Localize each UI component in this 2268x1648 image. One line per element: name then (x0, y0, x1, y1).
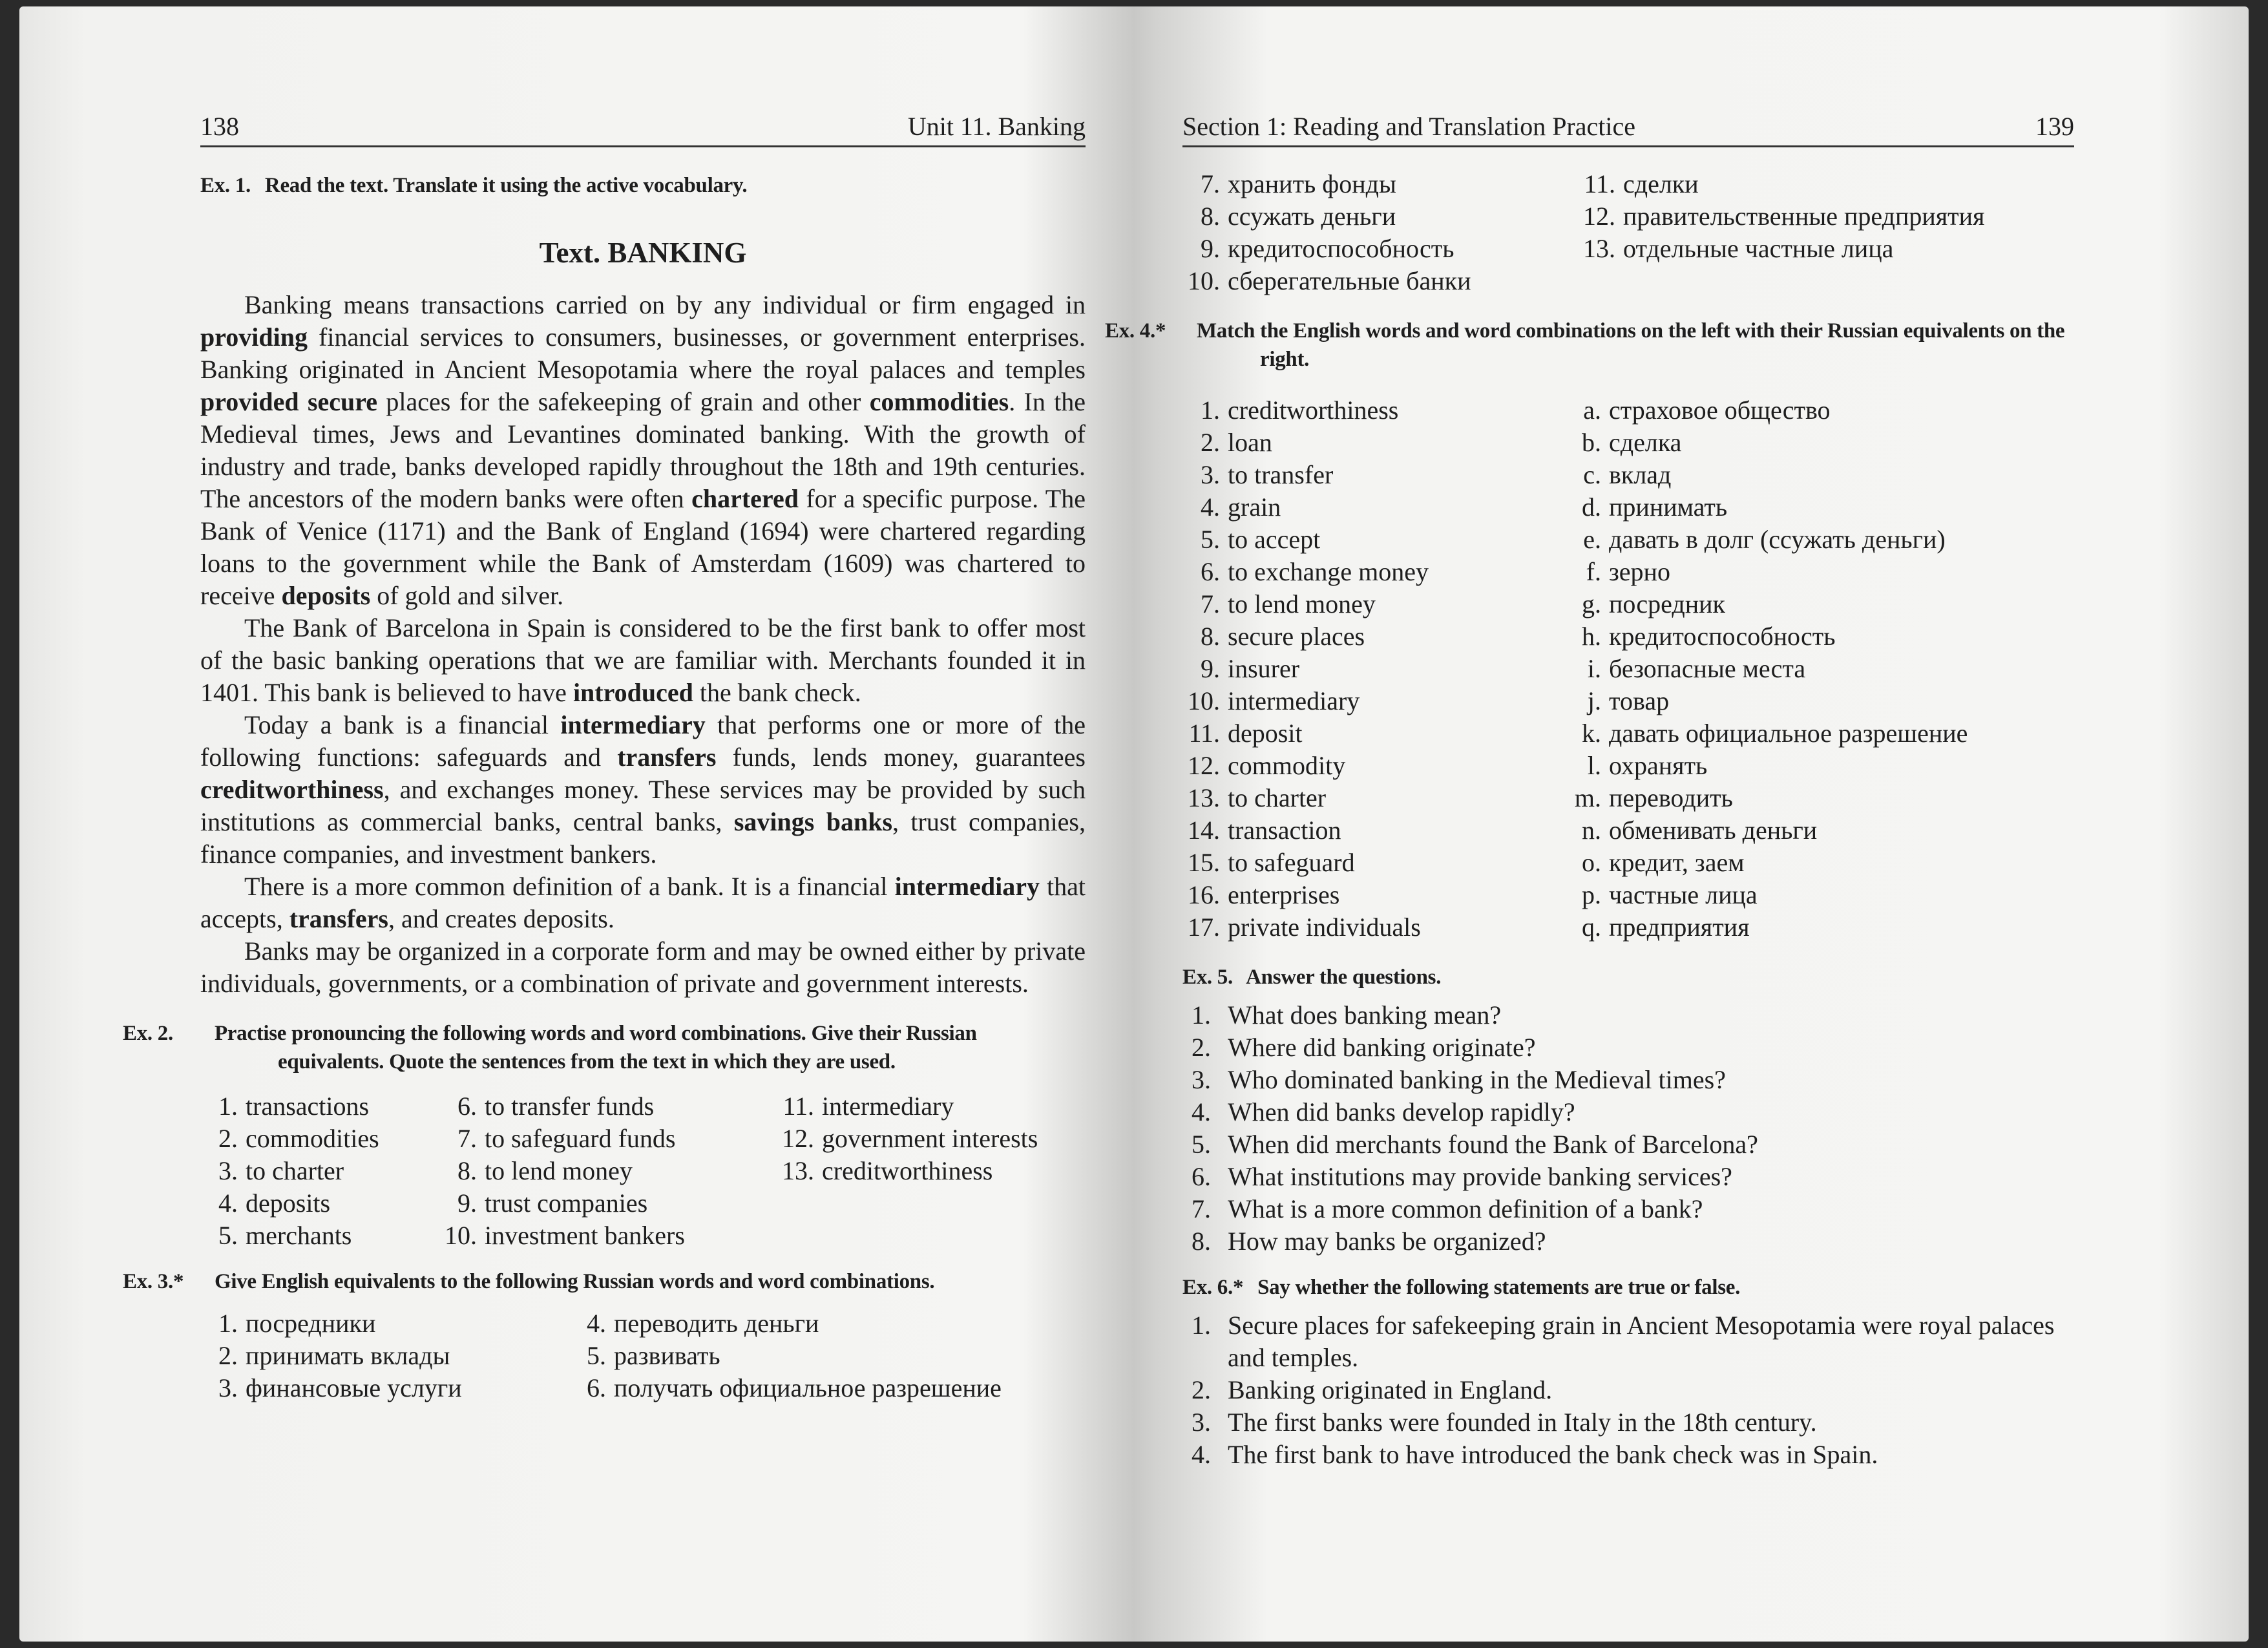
statement-item (1182, 1406, 2074, 1439)
list-item (1564, 685, 1968, 717)
item-text: to lend money (485, 1156, 633, 1185)
item-text: правительственные предприятия (1623, 202, 1985, 231)
word-column (569, 1307, 1002, 1404)
item-text: to transfer funds (485, 1092, 655, 1121)
item-text: How may banks be organized? (1228, 1227, 1546, 1256)
exercise-3-word-list (200, 1307, 1086, 1404)
question-item (1182, 1128, 2074, 1161)
item-text: давать официальное разрешение (1609, 719, 1968, 748)
item-text: commodities (246, 1124, 379, 1153)
item-text: transaction (1228, 816, 1341, 845)
list-item (200, 1307, 569, 1340)
list-item (439, 1123, 762, 1155)
list-item (762, 1090, 1038, 1123)
exercise-3-heading: Ex. 3.* Give English equivalents to the following Russian words and word combinations. (123, 1270, 935, 1293)
list-item (200, 1090, 439, 1123)
vocabulary-term: transfers (289, 904, 388, 933)
list-item (762, 1123, 1038, 1155)
item-text: to lend money (1228, 589, 1376, 618)
item-number: 2. (1192, 1375, 1211, 1404)
list-item (569, 1340, 1002, 1372)
item-number: i. (1587, 654, 1601, 683)
vocabulary-term: creditworthiness (200, 775, 384, 804)
list-item (1564, 233, 1984, 265)
item-text: зерно (1609, 557, 1670, 586)
item-text: сделка (1609, 428, 1682, 457)
list-item (1182, 556, 1564, 588)
item-number: 17. (1188, 913, 1220, 942)
exercise-5-question-list (1182, 999, 2074, 1258)
item-text: обменивать деньги (1609, 816, 1818, 845)
item-text: развивать (614, 1341, 720, 1370)
list-item (200, 1155, 439, 1187)
list-item (1564, 653, 1968, 685)
list-item (1564, 620, 1968, 653)
list-item (1182, 620, 1564, 653)
item-text: кредит, заем (1609, 848, 1745, 877)
item-number: 3. (1201, 460, 1220, 489)
item-text: trust companies (485, 1188, 648, 1218)
item-text: кредитоспособность (1609, 622, 1836, 651)
list-item (1564, 847, 1968, 879)
item-text: финансовые услуги (246, 1373, 462, 1402)
list-item (1182, 168, 1564, 200)
item-text: to charter (246, 1156, 344, 1185)
item-text: secure places (1228, 622, 1365, 651)
question-item (1182, 1193, 2074, 1225)
word-column (762, 1090, 1038, 1252)
vocabulary-term: deposits (281, 581, 371, 610)
list-item (1564, 491, 1968, 523)
item-number: 1. (1201, 396, 1220, 425)
item-number: e. (1583, 525, 1601, 554)
item-number: 8. (457, 1156, 477, 1185)
item-text: получать официальное разрешение (614, 1373, 1002, 1402)
item-number: 3. (218, 1156, 238, 1185)
list-item (1182, 200, 1564, 233)
text-title: Text. BANKING (539, 237, 747, 269)
item-text: сберегательные банки (1228, 266, 1471, 295)
item-number: d. (1582, 492, 1601, 522)
item-number: 12. (1188, 751, 1220, 780)
list-item (200, 1187, 439, 1220)
left-page (123, 6, 1086, 1642)
item-number: 5. (1192, 1130, 1211, 1159)
list-item (439, 1187, 762, 1220)
item-text: кредитоспособность (1228, 234, 1454, 263)
text-paragraph: Banks may be organized in a corporate form and may be owned either by private individuals, governments, or a combination of private and government interests. (200, 936, 1086, 998)
list-item (1182, 427, 1564, 459)
item-number: 10. (445, 1221, 477, 1250)
exercise-instruction: Match the English words and word combinations on the left with their Russian equivalents on the right. (1196, 319, 2065, 371)
list-item (1564, 556, 1968, 588)
list-item (1182, 847, 1564, 879)
item-number: k. (1582, 719, 1601, 748)
left-content (123, 171, 1086, 1404)
item-number: 13. (782, 1156, 814, 1185)
item-number: 8. (1201, 622, 1220, 651)
list-item (1564, 814, 1968, 847)
item-text: сделки (1623, 169, 1699, 198)
russian-column (1564, 394, 1968, 944)
page-number: 138 (200, 112, 239, 141)
list-item (1182, 879, 1564, 911)
item-text: When did merchants found the Bank of Barcelona? (1228, 1130, 1758, 1159)
item-number: 3. (218, 1373, 238, 1402)
exercise-4-heading: Ex. 4.* Match the English words and word combinations on the left with their Russian equivalents on the right. (1105, 319, 2065, 371)
item-number: 9. (1201, 654, 1220, 683)
item-text: deposits (246, 1188, 331, 1218)
vocabulary-term: commodities (869, 387, 1009, 416)
item-text: отдельные частные лица (1623, 234, 1894, 263)
item-number: 12. (1583, 202, 1615, 231)
item-text: принимать (1609, 492, 1728, 522)
page-number: 139 (2035, 112, 2074, 141)
item-text: When did banks develop rapidly? (1228, 1097, 1575, 1126)
item-text: to transfer (1228, 460, 1334, 489)
item-number: b. (1582, 428, 1601, 457)
list-item (1564, 394, 1968, 427)
vocabulary-term: provided secure (200, 387, 378, 416)
open-book (19, 6, 2249, 1642)
item-number: 11. (1584, 169, 1615, 198)
exercise-3-continued-list (1182, 168, 2074, 297)
item-number: 4. (1201, 492, 1220, 522)
item-text: Where did banking originate? (1228, 1033, 1536, 1062)
item-text: enterprises (1228, 880, 1340, 909)
item-number: f. (1586, 557, 1601, 586)
item-number: 5. (218, 1221, 238, 1250)
item-number: 12. (782, 1124, 814, 1153)
item-text: Secure places for safekeeping grain in Ancient Mesopotamia were royal palaces and temples. (1228, 1311, 2055, 1372)
item-number: g. (1582, 589, 1601, 618)
text-paragraph: There is a more common definition of a bank. It is a financial intermediary that accepts, transfers, and creates deposits. (200, 872, 1086, 933)
item-text: intermediary (1228, 686, 1360, 715)
list-item (439, 1220, 762, 1252)
word-column (200, 1307, 569, 1404)
item-number: n. (1582, 816, 1601, 845)
question-item (1182, 1096, 2074, 1128)
item-number: 4. (218, 1188, 238, 1218)
exercise-2-heading: Ex. 2. Practise pronouncing the following words and word combinations. Give their Russian equivalents. Quote the sentences from the text in which they are used. (123, 1022, 977, 1073)
item-number: l. (1587, 751, 1601, 780)
list-item (1182, 523, 1564, 556)
item-number: c. (1583, 460, 1601, 489)
list-item (1182, 717, 1564, 750)
list-item (1564, 200, 1984, 233)
vocabulary-term: intermediary (560, 710, 706, 739)
item-number: 2. (218, 1124, 238, 1153)
vocabulary-term: savings banks (733, 807, 893, 836)
question-item (1182, 1031, 2074, 1064)
statement-item (1182, 1309, 2074, 1374)
item-number: 7. (457, 1124, 477, 1153)
item-text: grain (1228, 492, 1281, 522)
item-number: 6. (1192, 1162, 1211, 1191)
item-number: h. (1582, 622, 1601, 651)
text-paragraph: The Bank of Barcelona in Spain is considered to be the first bank to offer most of the basic banking operations that we are familiar with. Merchants founded it in 1401. This bank is believed to have introduced the bank check. (200, 613, 1086, 707)
item-text: loan (1228, 428, 1272, 457)
list-item (1564, 427, 1968, 459)
item-text: переводить деньги (614, 1309, 819, 1338)
list-item (1564, 911, 1968, 944)
exercise-instruction: Read the text. Translate it using the active vocabulary. (264, 174, 748, 197)
item-number: 3. (1192, 1065, 1211, 1094)
item-text: Banking originated in England. (1228, 1375, 1553, 1404)
item-number: 1. (218, 1309, 238, 1338)
item-number: 4. (587, 1309, 606, 1338)
item-text: посредник (1609, 589, 1725, 618)
item-text: to charter (1228, 783, 1327, 812)
item-number: 1. (1192, 1311, 1211, 1340)
list-item (1564, 459, 1968, 491)
list-item (1182, 750, 1564, 782)
list-item (200, 1372, 569, 1404)
list-item (200, 1220, 439, 1252)
list-item (1182, 233, 1564, 265)
statement-item (1182, 1439, 2074, 1471)
item-text: страховое общество (1609, 396, 1831, 425)
exercise-number: Ex. 1. (200, 174, 251, 197)
list-item (1564, 782, 1968, 814)
list-item (1564, 717, 1968, 750)
item-text: охранять (1609, 751, 1708, 780)
item-text: government interests (822, 1124, 1038, 1153)
exercise-number: Ex. 6.* (1182, 1276, 1244, 1299)
vocabulary-term: providing (200, 322, 308, 352)
item-text: to accept (1228, 525, 1321, 554)
list-item (1564, 879, 1968, 911)
item-number: m. (1574, 783, 1601, 812)
right-running-head (1182, 107, 2074, 147)
list-item (1564, 588, 1968, 620)
item-text: хранить фонды (1228, 169, 1396, 198)
word-column (1564, 168, 1984, 297)
item-number: 4. (1192, 1097, 1211, 1126)
vocabulary-term: transfers (617, 743, 717, 772)
list-item (200, 1340, 569, 1372)
right-content (1105, 168, 2074, 1471)
item-text: ссужать деньги (1228, 202, 1396, 231)
item-text: merchants (246, 1221, 352, 1250)
list-item (1182, 394, 1564, 427)
list-item (1564, 523, 1968, 556)
text-paragraph: Today a bank is a financial intermediary that performs one or more of the following functions: safeguards and transfers funds, lends money, guarantees creditworthiness, and exchanges money. These services may be provided by such institutions as commercial banks, central banks, savings banks, trust companies, finance companies, and investment bankers. (200, 710, 1086, 869)
item-number: 3. (1192, 1408, 1211, 1437)
item-text: предприятия (1609, 913, 1750, 942)
item-number: 13. (1583, 234, 1615, 263)
item-number: a. (1583, 396, 1601, 425)
item-text: creditworthiness (1228, 396, 1399, 425)
item-number: 2. (218, 1341, 238, 1370)
item-text: давать в долг (ссужать деньги) (1609, 525, 1946, 554)
item-text: deposit (1228, 719, 1303, 748)
list-item (1182, 814, 1564, 847)
item-text: transactions (246, 1092, 370, 1121)
item-text: private individuals (1228, 913, 1421, 942)
list-item (1182, 685, 1564, 717)
item-number: 5. (1201, 525, 1220, 554)
item-number: 14. (1188, 816, 1220, 845)
right-page (1105, 6, 2074, 1642)
running-title: Unit 11. Banking (907, 112, 1086, 141)
item-number: 15. (1188, 848, 1220, 877)
item-text: insurer (1228, 654, 1300, 683)
list-item (1182, 653, 1564, 685)
item-number: 5. (587, 1341, 606, 1370)
vocabulary-term: introduced (572, 678, 693, 707)
item-number: 16. (1188, 880, 1220, 909)
exercise-instruction: Give English equivalents to the following Russian words and word combinations. (214, 1270, 935, 1293)
item-text: commodity (1228, 751, 1346, 780)
list-item (1182, 265, 1564, 297)
reading-text (200, 289, 1086, 1000)
exercise-instruction: Answer the questions. (1246, 966, 1442, 989)
list-item (762, 1155, 1038, 1187)
item-text: The first banks were founded in Italy in the 18th century. (1228, 1408, 1817, 1437)
item-number: 4. (1192, 1440, 1211, 1469)
list-item (1182, 911, 1564, 944)
item-number: 11. (1188, 719, 1220, 748)
word-column (200, 1090, 439, 1252)
list-item (569, 1307, 1002, 1340)
question-item (1182, 999, 2074, 1031)
item-number: 2. (1192, 1033, 1211, 1062)
item-number: 1. (218, 1092, 238, 1121)
item-number: 6. (1201, 557, 1220, 586)
question-item (1182, 1161, 2074, 1193)
list-item (1182, 491, 1564, 523)
left-running-head (200, 107, 1086, 147)
exercise-5-heading (1182, 963, 2074, 991)
list-item (1182, 588, 1564, 620)
list-item (439, 1090, 762, 1123)
statement-item (1182, 1374, 2074, 1406)
item-text: creditworthiness (822, 1156, 993, 1185)
item-number: 10. (1188, 266, 1220, 295)
item-text: investment bankers (485, 1221, 685, 1250)
list-item (569, 1372, 1002, 1404)
item-number: 6. (457, 1092, 477, 1121)
item-text: товар (1609, 686, 1670, 715)
item-number: 9. (457, 1188, 477, 1218)
exercise-instruction: Say whether the following statements are true or false. (1257, 1276, 1741, 1299)
item-number: j. (1587, 686, 1601, 715)
item-number: 9. (1201, 234, 1220, 263)
item-text: to exchange money (1228, 557, 1429, 586)
list-item (1564, 750, 1968, 782)
word-column (439, 1090, 762, 1252)
exercise-6-heading (1182, 1273, 2074, 1302)
item-text: to safeguard (1228, 848, 1355, 877)
item-text: The first bank to have introduced the bank check was in Spain. (1228, 1440, 1878, 1469)
item-number: 2. (1201, 428, 1220, 457)
item-number: 8. (1192, 1227, 1211, 1256)
list-item (1564, 168, 1984, 200)
item-text: частные лица (1609, 880, 1758, 909)
item-number: 7. (1201, 169, 1220, 198)
item-number: 7. (1201, 589, 1220, 618)
running-title: Section 1: Reading and Translation Practice (1182, 112, 1635, 141)
item-text: What institutions may provide banking services? (1228, 1162, 1732, 1191)
item-number: 8. (1201, 202, 1220, 231)
item-text: to safeguard funds (485, 1124, 676, 1153)
item-text: Who dominated banking in the Medieval times? (1228, 1065, 1726, 1094)
item-number: 13. (1188, 783, 1220, 812)
exercise-6-statement-list (1182, 1309, 2074, 1471)
question-item (1182, 1064, 2074, 1096)
item-number: 7. (1192, 1194, 1211, 1223)
item-number: q. (1582, 913, 1601, 942)
text-paragraph: Banking means transactions carried on by any individual or firm engaged in providing financial services to consumers, businesses, or government enterprises. Banking originated in Ancient Mesopotamia where the royal palaces and temples provided secure places for the safekeeping of grain and other commodities. In the Medieval times, Jews and Levantines dominated banking. With the growth of industry and trade, banks developed rapidly throughout the 18th and 19th centuries. The ancestors of the modern banks were often chartered for a specific purpose. The Bank of Venice (1171) and the Bank of England (1694) were chartered regarding loans to the government while the Bank of Amsterdam (1609) was chartered to receive deposits of gold and silver. (200, 290, 1086, 610)
exercise-number: Ex. 5. (1182, 966, 1233, 989)
item-text: What does banking mean? (1228, 1000, 1502, 1030)
item-number: p. (1582, 880, 1601, 909)
item-text: посредники (246, 1309, 376, 1338)
item-text: вклад (1609, 460, 1672, 489)
vocabulary-term: intermediary (894, 872, 1040, 901)
item-text: переводить (1609, 783, 1733, 812)
exercise-1-heading (200, 171, 1086, 200)
item-text: intermediary (822, 1092, 954, 1121)
english-column (1182, 394, 1564, 944)
list-item (200, 1123, 439, 1155)
exercise-4-matching-list (1182, 394, 2074, 944)
list-item (1182, 459, 1564, 491)
item-text: принимать вклады (246, 1341, 450, 1370)
list-item (439, 1155, 762, 1187)
item-number: 11. (782, 1092, 814, 1121)
exercise-instruction: Practise pronouncing the following words and word combinations. Give their Russian equivalents. Quote the sentences from the text in which they are used. (214, 1022, 977, 1073)
item-number: 10. (1188, 686, 1220, 715)
item-number: 6. (587, 1373, 606, 1402)
item-text: безопасные места (1609, 654, 1806, 683)
question-item (1182, 1225, 2074, 1258)
exercise-2-word-list (200, 1090, 1086, 1252)
list-item (1182, 782, 1564, 814)
item-text: What is a more common definition of a bank? (1228, 1194, 1703, 1223)
word-column (1182, 168, 1564, 297)
vocabulary-term: chartered (691, 484, 799, 513)
item-number: o. (1582, 848, 1601, 877)
item-number: 1. (1192, 1000, 1211, 1030)
